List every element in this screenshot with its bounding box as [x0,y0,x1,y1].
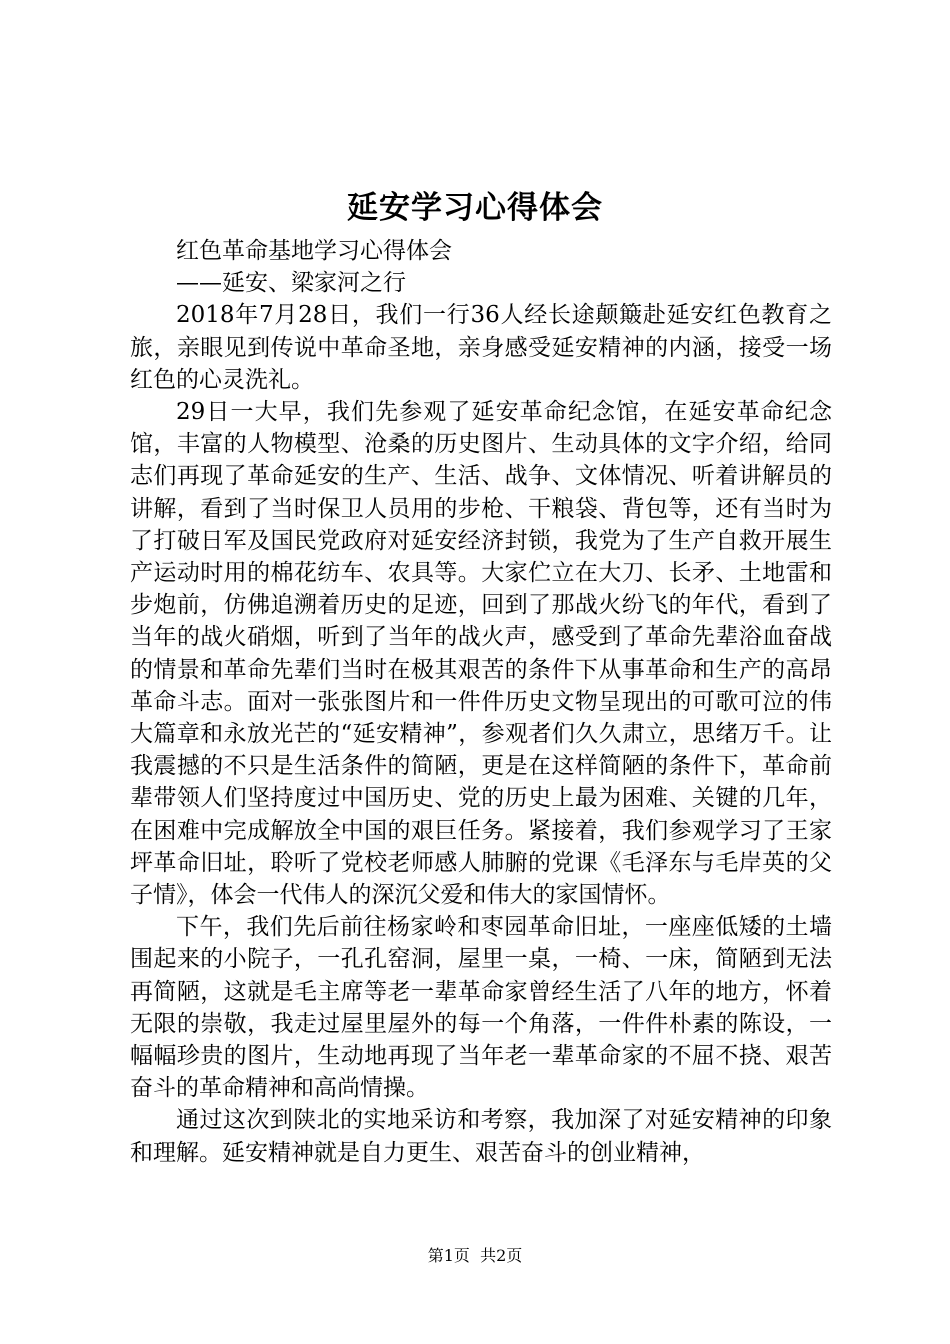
body-paragraph: 下午，我们先后前往杨家岭和枣园革命旧址，一座座低矮的土墙围起来的小院子，一孔孔窑洞，屋里一桌，一椅、一床，简陋到无法再简陋，这就是毛主席等老一辈革命家曾经生活了八年的地方，怀着无限的崇敬，我走过屋里屋外的每一个角落，一件件朴素的陈设，一幅幅珍贵的图片，生动地再现了当年老一辈革命家的不屈不挠、艰苦奋斗的革命精神和高尚情操。 [130,914,832,1102]
subtitle-line: ——延安、梁家河之行 [176,270,406,297]
page-footer [0,1245,950,1267]
subtitle-line: 红色革命基地学习心得体会 [176,238,452,264]
document-title: 延安学习心得体会 [347,190,603,226]
body-paragraph: 29日一大早，我们先参观了延安革命纪念馆，在延安革命纪念馆，丰富的人物模型、沧桑的历史图片、生动具体的文字介绍，给同志们再现了革命延安的生产、生活、战争、文体情况、听着讲解员的讲解，看到了当时保卫人员用的步枪、干粮袋、背包等，还有当时为了打破日军及国民党政府对延安经济封锁，我党为了生产自救开展生产运动时用的棉花纺车、农具等。大家伫立在大刀、长矛、土地雷和步炮前，仿佛追溯着历史的足迹，回到了那战火纷飞的年代，看到了当年的战火硝烟，听到了当年的战火声，感受到了革命先辈浴血奋战的情景和革命先辈们当时在极其艰苦的条件下从事革命和生产的高昂革命斗志。面对一张张图片和一件件历史文物呈现出的可歌可泣的伟大篇章和永放光芒的“延安精神”，参观者们久久肃立，思绪万千。让我震撼的不只是生活条件的简陋，更是在这样简陋的条件下，革命前辈带领人们坚持度过中国历史、党的历史上最为困难、关键的几年，在困难中完成解放全中国的艰巨任务。紧接着，我们参观学习了王家坪革命旧址，聆听了党校老师感人肺腑的党课《毛泽东与毛岸英的父子情》，体会一代伟人的深沉父爱和伟大的家国情怀。 [130,399,832,909]
body-paragraph: 2018年7月28日，我们一行36人经长途颠簸赴延安红色教育之旅，亲眼见到传说中革命圣地，亲身感受延安精神的内涵，接受一场红色的心灵洗礼。 [130,302,832,393]
body-paragraph: 通过这次到陕北的实地采访和考察，我加深了对延安精神的印象和理解。延安精神就是自力更生、艰苦奋斗的创业精神， [130,1107,832,1166]
page-number: 第1页 共2页 [427,1246,523,1265]
document-body [130,235,832,1169]
